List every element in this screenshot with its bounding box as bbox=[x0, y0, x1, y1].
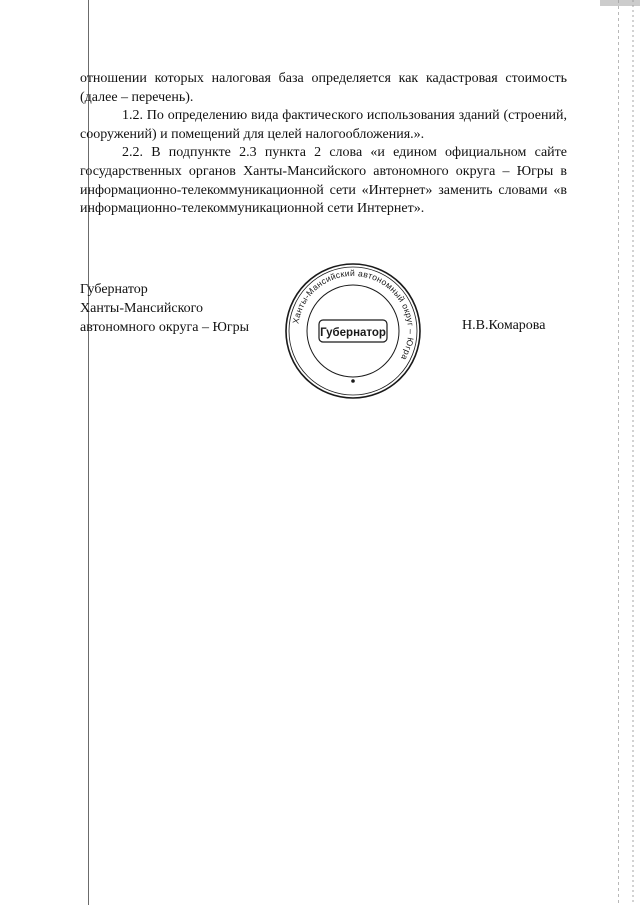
scan-edge-noise bbox=[618, 0, 619, 905]
signatory-name: Н.В.Комарова bbox=[462, 318, 546, 333]
seal-ring-text: Ханты-Мансийский автономный округ – Югра bbox=[290, 267, 417, 363]
scan-edge-noise bbox=[632, 0, 634, 905]
document-body bbox=[80, 70, 567, 219]
paragraph-2-2: 2.2. В подпункте 2.3 пункта 2 слова «и едином официальном сайте государственных органов Ханты-Мансийского автономного округа – Югры в информационно-телекоммуникационной сети «Интернет» заменить словами «в информационно-телекоммуникационной сети Интернет». bbox=[80, 145, 567, 217]
paragraph-1-2: 1.2. По определению вида фактического использования зданий (строений, сооружений) и помещений для целей налогообложения.». bbox=[80, 108, 567, 142]
paragraph-continuation: отношении которых налоговая база определяется как кадастровая стоимость (далее – перечень). bbox=[80, 71, 567, 105]
seal-dot-icon bbox=[351, 379, 355, 383]
seal-center-text: Губернатор bbox=[320, 327, 386, 339]
signatory-title-line: автономного округа – Югры bbox=[80, 320, 249, 335]
official-seal bbox=[283, 261, 423, 401]
scan-corner-mark bbox=[600, 0, 640, 6]
svg-text:Ханты-Мансийский автономный ок bbox=[290, 268, 416, 362]
signatory-title bbox=[80, 280, 280, 337]
signatory-title-line: Ханты-Мансийского bbox=[80, 301, 204, 316]
signatory-title-line: Губернатор bbox=[80, 282, 148, 297]
